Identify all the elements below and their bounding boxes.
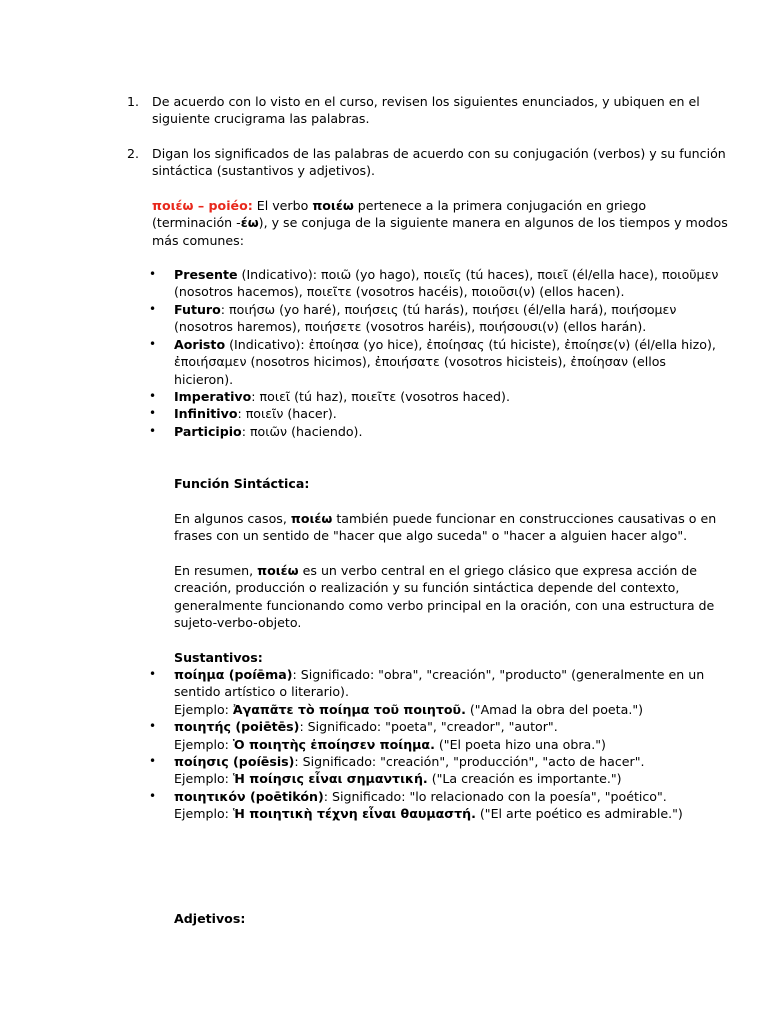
list-number: 1. xyxy=(126,94,139,109)
sustantivo-poiema-def: ποίημα (poíēma): Significado: "obra", "creación", "producto" (generalmente en un xyxy=(174,667,705,682)
tense-aoristo-line1: Aoristo (Indicativo): ἐποίησα (yo hice), ἐποίησας (tú hiciste), ἐποίησε(ν) (él/ella hizo), xyxy=(174,337,716,352)
sustantivo-poiema-def2: sentido artístico o literario). xyxy=(174,684,349,699)
tense-aoristo-line3: hicieron). xyxy=(174,372,234,387)
adjetivos-heading: Adjetivos: xyxy=(174,911,246,926)
verb-intro-line3: más comunes: xyxy=(152,233,244,248)
item1-line1: De acuerdo con lo visto en el curso, revisen los siguientes enunciados, y ubiquen en el xyxy=(152,94,700,109)
verb-intro-line1: ποιέω – poiéo: El verbo ποιέω pertenece a la primera conjugación en griego xyxy=(152,198,647,213)
sustantivo-poietes-example: Ejemplo: Ὁ ποιητὴς ἐποίησεν ποίημα. ("El poeta hizo una obra.") xyxy=(174,737,606,752)
tense-infinitivo: Infinitivo: ποιεῖν (hacer). xyxy=(174,406,337,421)
bullet: • xyxy=(149,406,157,420)
item2-line2: sintáctica (sustantivos y adjetivos). xyxy=(152,163,376,178)
funcion-p2-line1: En resumen, ποιέω es un verbo central en el griego clásico que expresa acción de xyxy=(174,563,698,578)
bullet: • xyxy=(149,337,157,351)
funcion-heading: Función Sintáctica: xyxy=(174,476,310,491)
bullet: • xyxy=(149,719,157,733)
sustantivo-poetikon-def: ποιητικόν (poētikón): Significado: "lo relacionado con la poesía", "poético". xyxy=(174,789,667,804)
bullet: • xyxy=(149,754,157,768)
funcion-p1-line1: En algunos casos, ποιέω también puede funcionar en construcciones causativas o en xyxy=(174,511,717,526)
item1-line2: siguiente crucigrama las palabras. xyxy=(152,111,370,126)
bullet: • xyxy=(149,267,157,281)
sustantivo-poiesis-def: ποίησις (poíēsis): Significado: "creación", "producción", "acto de hacer". xyxy=(174,754,645,769)
tense-presente-line2: (nosotros hacemos), ποιεῖτε (vosotros hacéis), ποιοῦσι(ν) (ellos hacen). xyxy=(174,284,625,299)
bullet: • xyxy=(149,389,157,403)
sustantivo-poiema-example: Ejemplo: Ἀγαπᾶτε τὸ ποίημα τοῦ ποιητοῦ. ("Amad la obra del poeta.") xyxy=(174,702,644,717)
item2-line1: Digan los significados de las palabras de acuerdo con su conjugación (verbos) y su función xyxy=(152,146,726,161)
list-number: 2. xyxy=(126,146,139,161)
funcion-p1-line2: frases con un sentido de "hacer que algo suceda" o "hacer a alguien hacer algo". xyxy=(174,528,688,543)
funcion-p2-line3: generalmente funcionando como verbo principal en la oración, con una estructura de xyxy=(174,598,715,613)
bullet: • xyxy=(149,789,157,803)
tense-futuro-line2: (nosotros haremos), ποιήσετε (vosotros haréis), ποιήσουσι(ν) (ellos harán). xyxy=(174,319,647,334)
bullet: • xyxy=(149,302,157,316)
sustantivo-poietes-def: ποιητής (poiētēs): Significado: "poeta", "creador", "autor". xyxy=(174,719,558,734)
tense-futuro-line1: Futuro: ποιήσω (yo haré), ποιήσεις (tú harás), ποιήσει (él/ella hará), ποιήσομεν xyxy=(174,302,677,317)
tense-imperativo: Imperativo: ποιεῖ (tú haz), ποιεῖτε (vosotros haced). xyxy=(174,389,510,404)
funcion-p2-line4: sujeto-verbo-objeto. xyxy=(174,615,302,630)
sustantivo-poetikon-example: Ejemplo: Ἡ ποιητικὴ τέχνη εἶναι θαυμαστή. ("El arte poético es admirable.") xyxy=(174,806,683,821)
tense-aoristo-line2: ἐποιήσαμεν (nosotros hicimos), ἐποιήσατε (vosotros hicisteis), ἐποίησαν (ellos xyxy=(174,354,666,369)
verb-heading: ποιέω – poiéo: xyxy=(152,198,253,213)
bullet: • xyxy=(149,667,157,681)
funcion-p2-line2: creación, producción o realización y su función sintáctica depende del contexto, xyxy=(174,580,680,595)
tense-participio: Participio: ποιῶν (haciendo). xyxy=(174,424,363,439)
tense-presente-line1: Presente (Indicativo): ποιῶ (yo hago), ποιεῖς (tú haces), ποιεῖ (él/ella hace), ποιοῦμεν xyxy=(174,267,719,282)
bullet: • xyxy=(149,424,157,438)
sustantivo-poiesis-example: Ejemplo: Ἡ ποίησις εἶναι σημαντική. ("La creación es importante.") xyxy=(174,771,622,786)
verb-intro-line2: (terminación -έω), y se conjuga de la siguiente manera en algunos de los tiempos y modos xyxy=(152,215,728,230)
sustantivos-heading: Sustantivos: xyxy=(174,650,263,665)
